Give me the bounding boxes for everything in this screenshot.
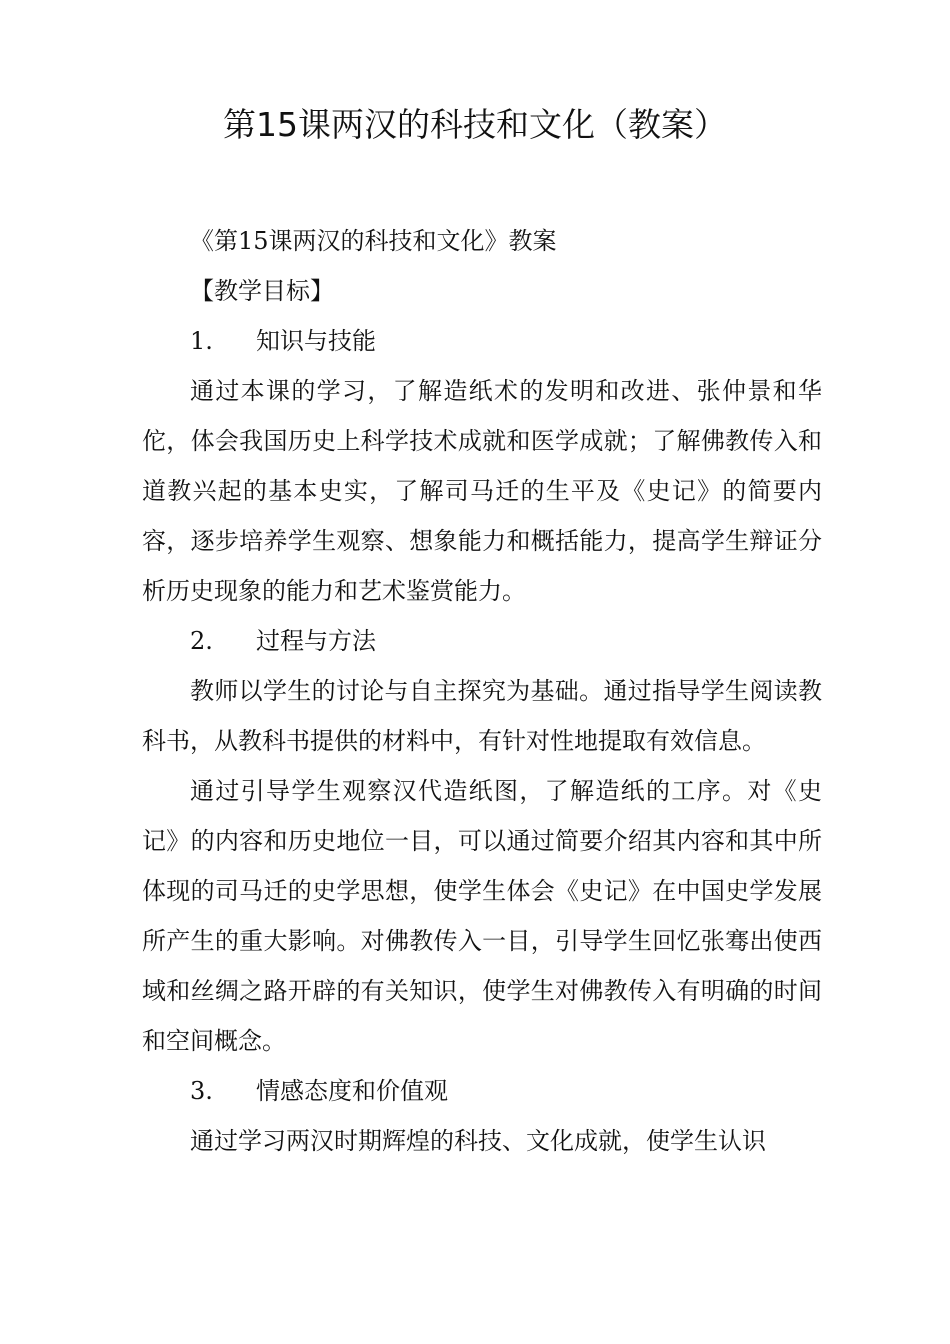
section-heading: 【教学目标】 <box>190 277 334 305</box>
item-number: 2. <box>190 627 213 655</box>
paragraph: 通过学习两汉时期辉煌的科技、文化成就，使学生认识 <box>190 1127 766 1155</box>
document-body <box>142 216 822 1166</box>
item-heading-2 <box>142 616 822 666</box>
item-heading-1 <box>142 316 822 366</box>
item-label: 知识与技能 <box>256 327 376 355</box>
paragraph: 通过引导学生观察汉代造纸图，了解造纸的工序。对《史记》的内容和历史地位一目，可以通过简要介绍其内容和其中所体现的司马迁的史学思想，使学生体会《史记》在中国史学发展所产生的重大影响。对佛教传入一目，引导学生回忆张骞出使西域和丝绸之路开辟的有关知识，使学生对佛教传入有明确的时间和空间概念。 <box>142 777 822 1055</box>
item-label: 情感态度和价值观 <box>256 1077 448 1105</box>
item-heading-3 <box>142 1066 822 1116</box>
intro-line: 《第15课两汉的科技和文化》教案 <box>190 227 557 255</box>
item-number: 3. <box>190 1077 213 1105</box>
item-label: 过程与方法 <box>256 627 376 655</box>
paragraph: 通过本课的学习，了解造纸术的发明和改进、张仲景和华佗，体会我国历史上科学技术成就和医学成就；了解佛教传入和道教兴起的基本史实，了解司马迁的生平及《史记》的简要内容，逐步培养学生观察、想象能力和概括能力，提高学生辩证分析历史现象的能力和艺术鉴赏能力。 <box>142 377 822 605</box>
paragraph: 教师以学生的讨论与自主探究为基础。通过指导学生阅读教科书，从教科书提供的材料中，有针对性地提取有效信息。 <box>142 677 822 755</box>
item-number: 1. <box>190 327 213 355</box>
page-title: 第15课两汉的科技和文化（教案） <box>223 105 727 144</box>
